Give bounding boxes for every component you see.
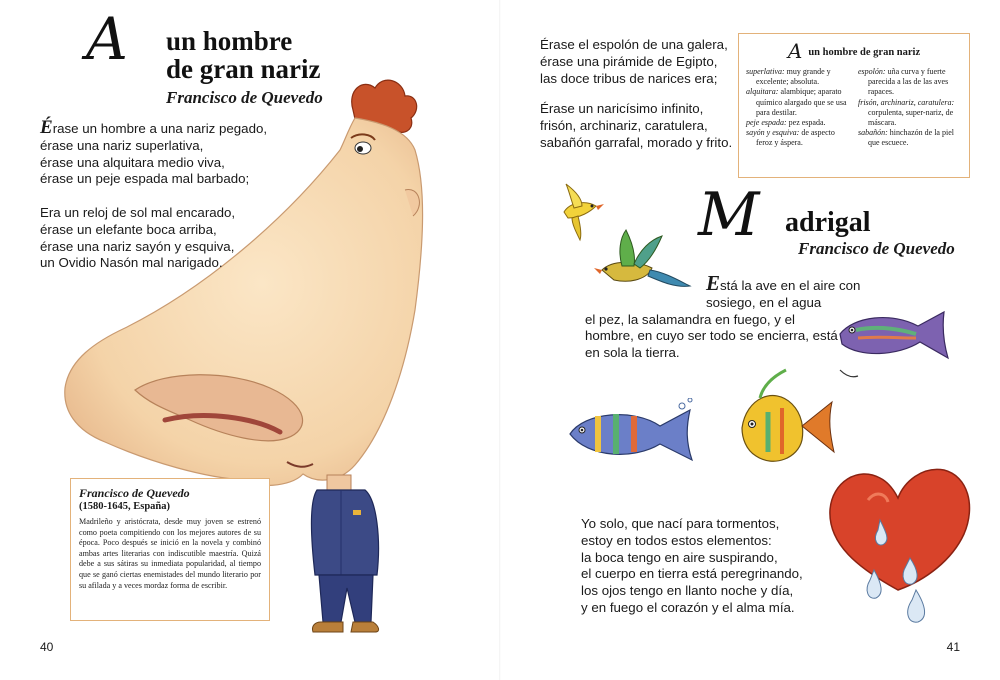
poem-line: los ojos tengo en llanto noche y día,: [581, 583, 794, 599]
bio-text: Madrileño y aristócrata, desde muy joven se estrenó como poeta compitiendo con los mejores autores de su época. Poco después se inició en la novela y combinó ambas artes literarias con indiscutible maestría. Quizá debe a sus sátiras su inmediata popularidad, al tiempo que se ganó ciertas enemistades del mundo literario por su afilada y a veces mordaz forma de escribir.: [79, 517, 261, 590]
poem-stanza-2: [40, 205, 235, 272]
poem-stanza-3: [540, 37, 728, 87]
poem-stanza-1: [40, 117, 268, 188]
glossary-initial: A: [787, 39, 803, 63]
glossary-entry: frisón, archinariz, caratulera: corpulenta, super-nariz, de máscara.: [858, 97, 955, 128]
shoe-left: [312, 622, 343, 632]
glossary-entry: alquitara: alambique; aparato químico alargado que se usa para destilar.: [746, 87, 847, 117]
poem-line: sabañón garrafal, morado y frito.: [540, 134, 733, 150]
page-number-right: 41: [946, 640, 960, 654]
poem-line: las doce tribus de narices era;: [540, 70, 718, 86]
glossary-box: [738, 33, 970, 178]
poem-line: Está la ave en el aire con: [706, 271, 861, 295]
page-number-left: 40: [40, 640, 54, 654]
poem-line: hombre, en cuyo ser todo se encierra, está: [585, 328, 838, 344]
glossary-entry: espolón: uña curva y fuerte parecida a las de las aves rapaces.: [858, 67, 949, 97]
poem-line: érase una nariz superlativa,: [40, 137, 204, 153]
drop-cap: É: [40, 117, 53, 138]
drop-cap: E: [706, 271, 721, 295]
poem-line: érase un peje espada mal barbado;: [40, 171, 250, 187]
author-left: Francisco de Quevedo: [166, 88, 323, 107]
poem-line: la boca tengo en aire suspirando,: [581, 549, 778, 565]
poem-line: el pez, la salamandra en fuego, y el: [585, 311, 795, 327]
title-initial: A: [86, 5, 128, 73]
author-right: Francisco de Quevedo: [798, 239, 955, 258]
title-line-2: de gran nariz: [166, 54, 321, 84]
poem-line: Érase un naricísimo infinito,: [540, 101, 704, 116]
suit-jacket: [312, 490, 379, 575]
poem-line: estoy en todos estos elementos:: [581, 532, 772, 548]
poem-line: un Ovidio Nasón mal narigado.: [40, 255, 223, 271]
madrigal-stanza-2: [581, 516, 803, 617]
poem-line: érase una pirámide de Egipto,: [540, 53, 718, 69]
heart-illustration: [818, 440, 978, 650]
madrigal-initial: M: [698, 180, 760, 250]
title-line-1: un hombre: [166, 26, 293, 56]
poem-stanza-4: [540, 101, 732, 151]
trousers: [319, 575, 373, 622]
author-bio-box: [70, 478, 270, 621]
glossary-column-left: [746, 67, 850, 149]
tear-drop: [908, 590, 925, 622]
bio-dates: (1580-1645, España): [79, 501, 171, 512]
poem-line: sosiego, en el agua: [706, 294, 822, 310]
poem-line: Yo solo, que nací para tormentos,: [581, 516, 780, 531]
glossary-entry: sabañón: hinchazón de la piel que escuece.: [858, 128, 954, 148]
right-page: [500, 0, 1000, 680]
glossary-entry: peje espada: pez espada.: [746, 118, 826, 128]
glossary-entry: sayón y esquiva: de aspecto feroz y áspera.: [746, 128, 835, 148]
poem-line: Era un reloj de sol mal encarado,: [40, 205, 236, 220]
poem-line: érase un elefante boca arriba,: [40, 221, 217, 237]
poem-line: érase una nariz sayón y esquiva,: [40, 238, 235, 254]
shoe-right: [351, 622, 379, 632]
poem-line: y en fuego el corazón y el alma mía.: [581, 599, 795, 615]
glossary-column-right: [858, 67, 962, 149]
poem-line: frisón, archinariz, caratulera,: [540, 117, 708, 133]
bio-name: Francisco de Quevedo: [79, 486, 190, 500]
striped-fish-illustration: [564, 398, 699, 470]
purple-fish-illustration: [832, 298, 960, 384]
madrigal-stanza-1: [585, 271, 861, 362]
poem-line: érase una alquitara medio viva,: [40, 154, 225, 170]
glossary-title: Aun hombre de gran nariz: [787, 39, 921, 63]
poem-line: Érase el espolón de una galera,: [540, 37, 728, 52]
poem-line: Érase un hombre a una nariz pegado,: [40, 117, 268, 138]
poem-line: en sola la tierra.: [585, 345, 680, 361]
madrigal-title: adrigal: [785, 207, 871, 238]
glossary-entry: superlativa: muy grande y excelente; absoluta.: [746, 67, 831, 87]
poem-line: el cuerpo en tierra está peregrinando,: [581, 566, 803, 582]
